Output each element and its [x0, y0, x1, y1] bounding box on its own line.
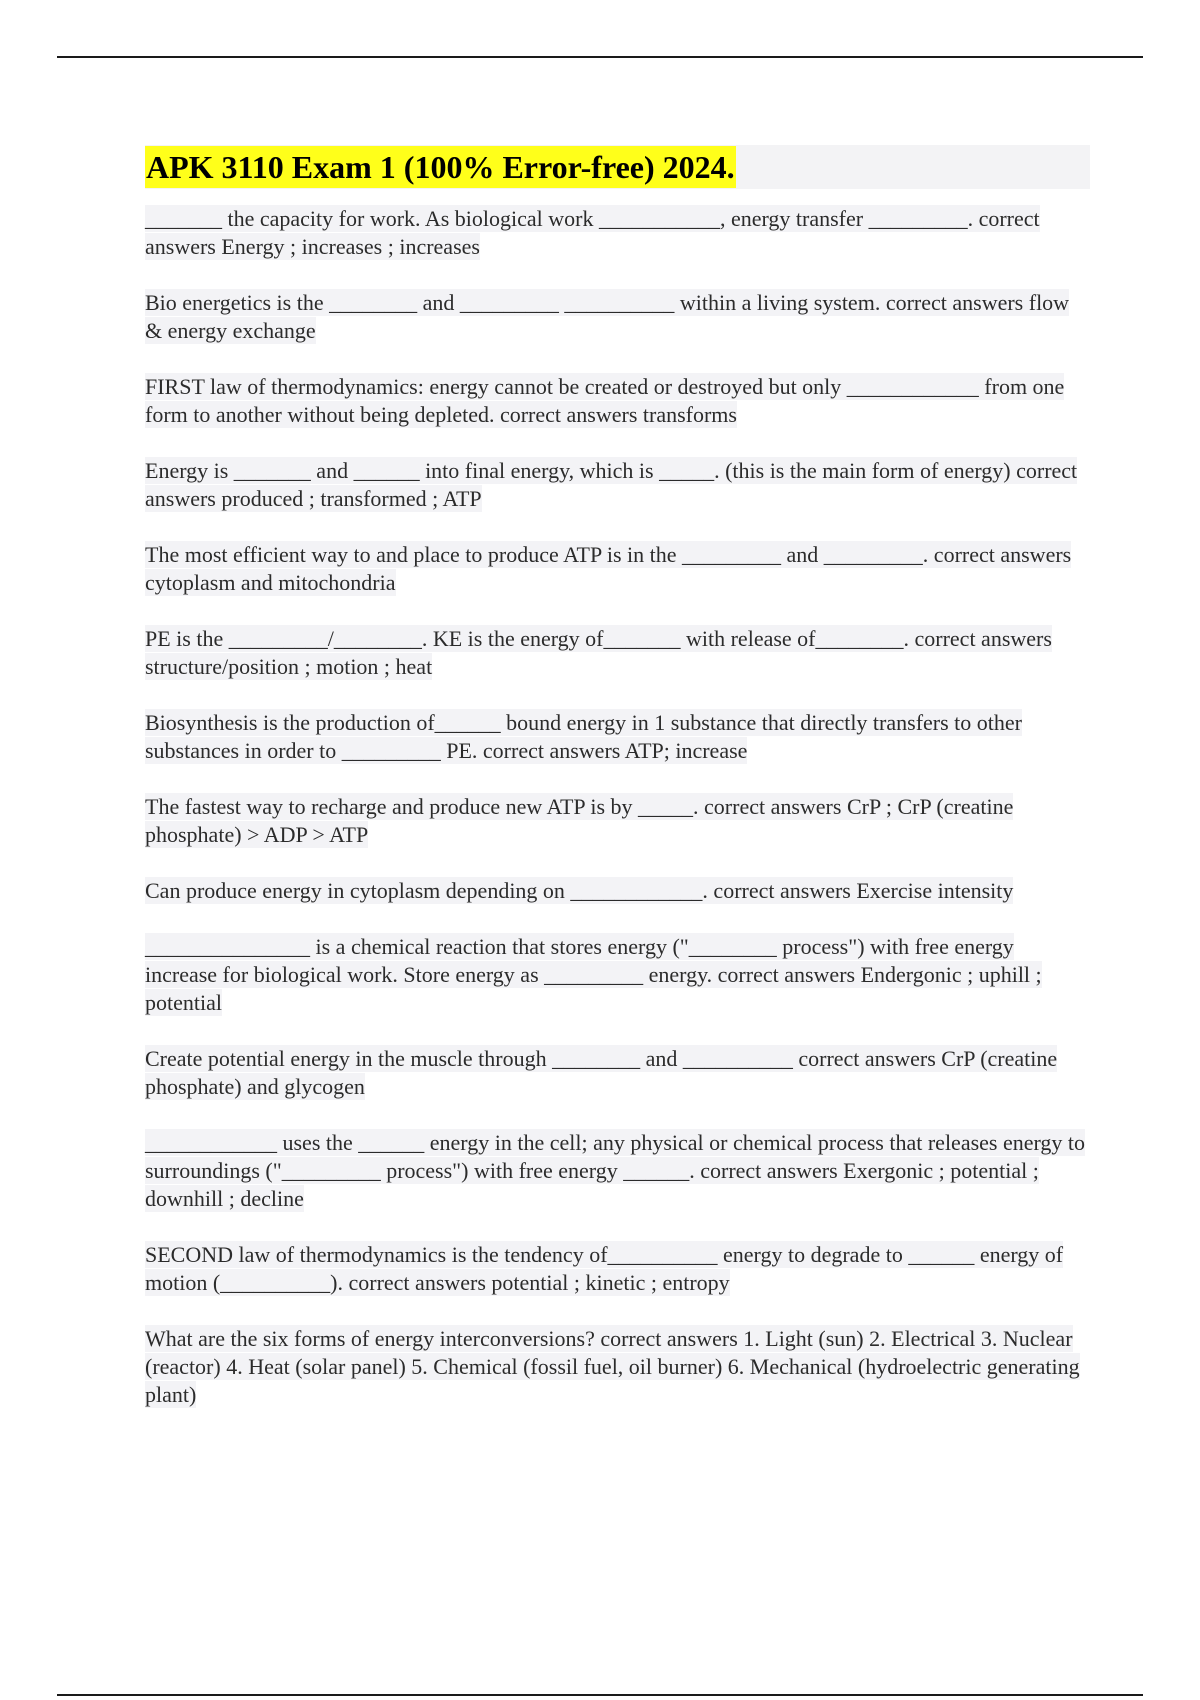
qa-item-text: _______________ is a chemical reaction that stores energy ("________ process") with free energy increase for biological work. Store energy as _________ energy. correct answers Endergonic ; uphill ; potential	[145, 934, 1042, 1015]
qa-item-text: Biosynthesis is the production of______ bound energy in 1 substance that directly transfers to other substances in order to _________ PE. correct answers ATP; increase	[145, 710, 1022, 763]
qa-item-text: _______ the capacity for work. As biological work ___________, energy transfer _________. correct answers Energy ; increases ; increases	[145, 206, 1040, 259]
document-title: APK 3110 Exam 1 (100% Error-free) 2024.	[145, 146, 736, 188]
qa-item	[145, 1325, 1090, 1409]
qa-item	[145, 205, 1090, 261]
qa-item-text: Can produce energy in cytoplasm depending on ____________. correct answers Exercise intensity	[145, 878, 1014, 903]
qa-item-text: Create potential energy in the muscle through ________ and __________ correct answers CrP (creatine phosphate) and glycogen	[145, 1046, 1058, 1099]
qa-item-text: Bio energetics is the ________ and _________ __________ within a living system. correct answers flow & energy exchange	[145, 290, 1070, 343]
qa-item-text: FIRST law of thermodynamics: energy cannot be created or destroyed but only ____________ from one form to another without being depleted. correct answers transforms	[145, 374, 1065, 427]
qa-item-text: The fastest way to recharge and produce new ATP is by _____. correct answers CrP ; CrP (creatine phosphate) > ADP > ATP	[145, 794, 1014, 847]
qa-item	[145, 1045, 1090, 1101]
qa-item-text: The most efficient way to and place to produce ATP is in the _________ and _________. correct answers cytoplasm and mitochondria	[145, 542, 1072, 595]
qa-item	[145, 373, 1090, 429]
qa-item	[145, 877, 1090, 905]
qa-item	[145, 1241, 1090, 1297]
document-body	[145, 145, 1090, 1437]
page-top-rule	[57, 56, 1143, 58]
qa-item-text: ____________ uses the ______ energy in the cell; any physical or chemical process that releases energy to surroundings ("_________ process") with free energy ______. correct answers Exergonic ; potential ; downhill ; decline	[145, 1130, 1086, 1211]
qa-item-text: Energy is _______ and ______ into final energy, which is _____. (this is the main form of energy) correct answers produced ; transformed ; ATP	[145, 458, 1078, 511]
page-bottom-rule	[57, 1694, 1143, 1696]
qa-item-text: PE is the _________/________. KE is the energy of_______ with release of________. correct answers structure/position ; motion ; heat	[145, 626, 1052, 679]
qa-item	[145, 709, 1090, 765]
qa-item	[145, 541, 1090, 597]
qa-item	[145, 933, 1090, 1017]
qa-item-text: SECOND law of thermodynamics is the tendency of__________ energy to degrade to ______ energy of motion (__________). correct answers potential ; kinetic ; entropy	[145, 1242, 1064, 1295]
qa-item	[145, 793, 1090, 849]
qa-item	[145, 289, 1090, 345]
qa-item-text: What are the six forms of energy interconversions? correct answers 1. Light (sun) 2. Electrical 3. Nuclear (reactor) 4. Heat (solar panel) 5. Chemical (fossil fuel, oil burner) 6. Mechanical (hydroelectric generating plant)	[145, 1326, 1080, 1407]
title-bar	[145, 145, 1090, 189]
qa-item	[145, 625, 1090, 681]
qa-item	[145, 1129, 1090, 1213]
qa-item	[145, 457, 1090, 513]
